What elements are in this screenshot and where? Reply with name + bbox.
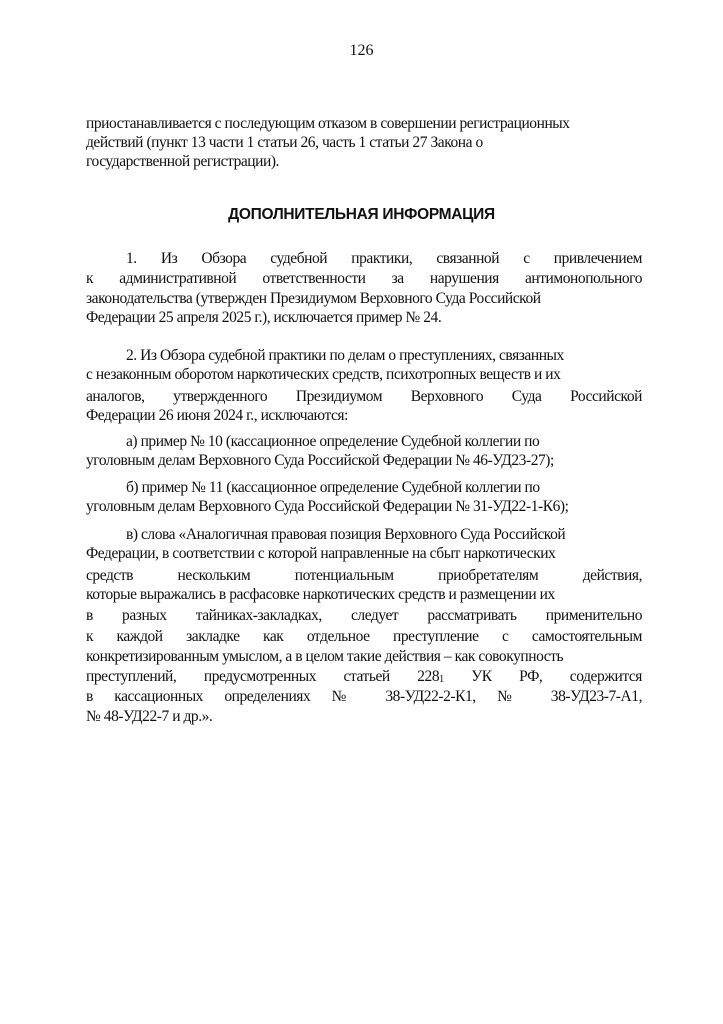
paragraph-line: с незаконным оборотом наркотических средств, психотропных веществ и их	[86, 366, 561, 383]
list-item-line	[86, 668, 642, 686]
paragraph-line: 2. Из Обзора судебной практики по делам о преступлениях, связанных	[126, 347, 564, 364]
list-item-line: в) слова «Аналогичная правовая позиция Верховного Суда Российской	[126, 526, 566, 543]
line-text: преступлений, предусмотренных статьей 228	[86, 668, 440, 685]
list-item-line: которые выражались в расфасовке наркотических средств и размещении их	[86, 586, 555, 603]
paragraph-line: законодательства (утвержден Президиумом Верховного Суда Российской	[86, 290, 541, 307]
intro-line: государственной регистрации).	[86, 153, 279, 170]
list-item-line: б) пример № 11 (кассационное определение Судебной коллегии по	[126, 479, 540, 496]
list-item-line: конкретизированным умыслом, а в целом такие действия – как совокупность	[86, 648, 564, 665]
list-item-line: а) пример № 10 (кассационное определение Судебной коллегии по	[126, 433, 540, 450]
paragraph-line: Федерации 25 апреля 2025 г.), исключается пример № 24.	[86, 309, 442, 326]
list-item-line: Федерации, в соответствии с которой направленные на сбыт наркотических	[86, 545, 556, 562]
page-number: 126	[349, 42, 374, 59]
list-item-line: № 48-УД22-7 и др.».	[86, 708, 213, 725]
line-text: УК РФ, содержится	[443, 668, 642, 685]
list-item-line: в кассационных определениях № 38-УД22-2-К1, № 38-УД23-7-А1,	[86, 688, 642, 705]
paragraph-line: к административной ответственности за нарушения антимонопольного	[86, 270, 642, 287]
list-item-line: уголовным делам Верховного Суда Российской Федерации № 31-УД22-1-К6);	[86, 498, 569, 515]
paragraph-line: аналогов, утвержденного Президиумом Верховного Суда Российской	[86, 388, 642, 405]
intro-line: действий (пункт 13 части 1 статьи 26, часть 1 статьи 27 Закона о	[86, 134, 483, 151]
intro-line: приостанавливается с последующим отказом в совершении регистрационных	[86, 115, 570, 132]
list-item-line: средств нескольким потенциальным приобретателям действия,	[86, 567, 642, 584]
paragraph-line: Федерации 26 июня 2024 г., исключаются:	[86, 407, 348, 424]
section-heading: ДОПОЛНИТЕЛЬНАЯ ИНФОРМАЦИЯ	[228, 206, 495, 223]
list-item-line: в разных тайниках-закладках, следует рассматривать применительно	[86, 607, 642, 624]
list-item-line: уголовным делам Верховного Суда Российской Федерации № 46-УД23-27);	[86, 452, 554, 469]
article-index: 1	[439, 674, 444, 685]
paragraph-line: 1. Из Обзора судебной практики, связанной с привлечением	[126, 250, 642, 267]
list-item-line: к каждой закладке как отдельное преступление с самостоятельным	[86, 628, 642, 645]
